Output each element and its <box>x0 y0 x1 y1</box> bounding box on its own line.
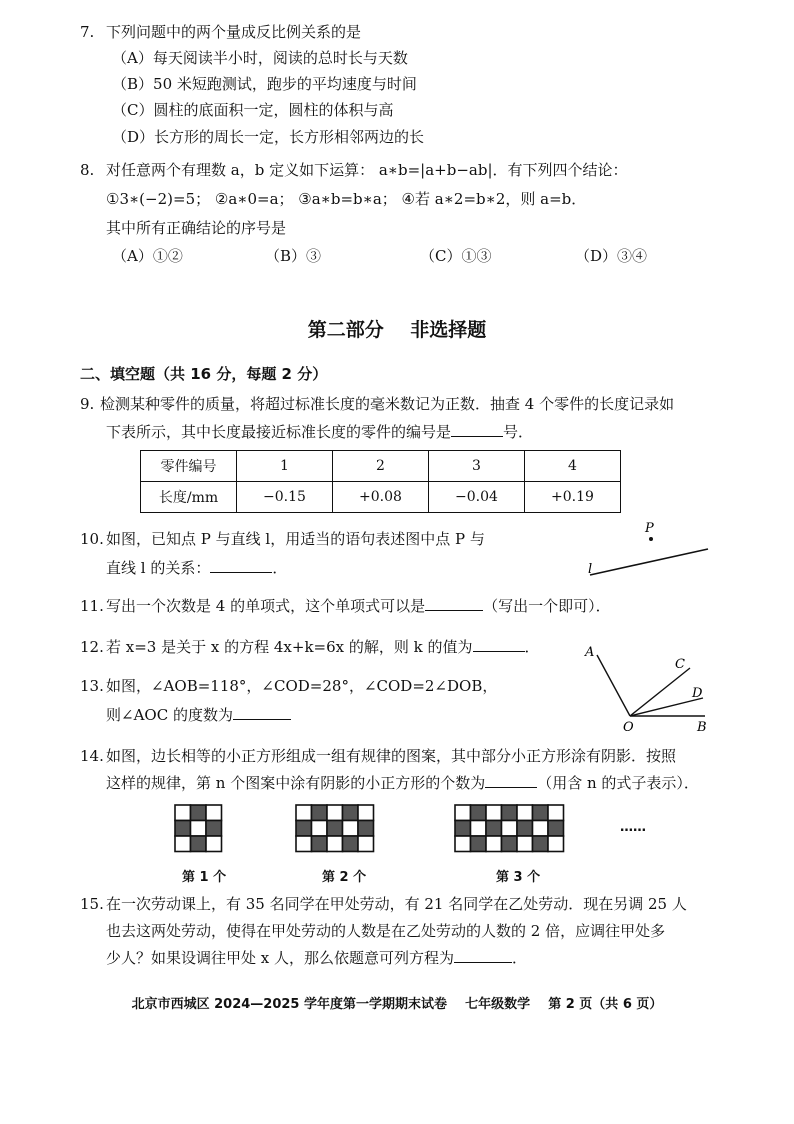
q14-line2 <box>106 773 699 793</box>
shaded-square <box>502 836 518 852</box>
pattern-caption-3: 第 3 个 <box>496 870 541 885</box>
q9-line2-text: 下表所示，其中长度最接近标准长度的零件的编号是 <box>106 423 452 441</box>
page-footer: 北京市西城区 2024—2025 学年度第一学期期末试卷 七年级数学 第 2 页（共 6 页） <box>131 997 663 1012</box>
q7-number: 7. <box>80 23 95 41</box>
q10-figure <box>580 515 720 585</box>
q8-conclusions: ①3∗(−2)=5； ②a∗0=a； ③a∗b=b∗a； ④若 a∗2=b∗2，则 a=b． <box>106 190 587 208</box>
q8-ask: 其中所有正确结论的序号是 <box>106 219 287 237</box>
shaded-square <box>343 805 359 821</box>
q12-text-end: ． <box>524 638 540 656</box>
q15-line1: 在一次劳动课上，有 35 名同学在甲处劳动，有 21 名同学在乙处劳动．现在另调 25 人 <box>106 895 687 913</box>
blank-square <box>486 836 502 852</box>
q10-line2-end: ． <box>272 559 288 577</box>
label-d: D <box>692 686 703 701</box>
q8-number: 8. <box>80 161 95 179</box>
pattern-2 <box>295 804 387 856</box>
q8-option-c: （C）①③ <box>420 247 492 265</box>
q7-stem: 下列问题中的两个量成反比例关系的是 <box>106 23 362 41</box>
q12-line <box>106 637 540 657</box>
point-p <box>649 537 653 541</box>
blank-square <box>502 821 518 837</box>
q10-answer-blank[interactable] <box>210 558 272 573</box>
blank-square <box>455 836 471 852</box>
table-row <box>141 482 621 513</box>
q15-line3-text: 少人？如果设调往甲处 x 人，那么依题意可列方程为 <box>106 949 454 967</box>
shaded-square <box>296 821 312 837</box>
shaded-square <box>358 821 374 837</box>
q9-answer-blank[interactable] <box>451 422 503 437</box>
table-cell-value: +0.19 <box>525 482 621 513</box>
pattern-caption-2: 第 2 个 <box>322 870 367 885</box>
blank-square <box>343 821 359 837</box>
q15-line2: 也去这两处劳动，使得在甲处劳动的人数是在乙处劳动的人数的 2 倍，应调往甲处多 <box>106 922 666 940</box>
q7-option-b: （B）50 米短跑测试，跑步的平均速度与时间 <box>112 75 417 93</box>
q12-number: 12. <box>80 638 104 656</box>
shaded-square <box>191 805 207 821</box>
label-b: B <box>697 720 707 735</box>
shaded-square <box>533 805 549 821</box>
q7-option-d: （D）长方形的周长一定，长方形相邻两边的长 <box>112 128 425 146</box>
q11-answer-blank[interactable] <box>425 596 483 611</box>
blank-square <box>548 805 564 821</box>
table-cell-id: 1 <box>237 451 333 482</box>
blank-square <box>455 805 471 821</box>
blank-square <box>206 805 222 821</box>
label-c: C <box>675 657 685 672</box>
q8-option-d: （D）③④ <box>575 247 648 265</box>
q8-option-b: （B）③ <box>265 247 322 265</box>
section2-title: 二、填空题（共 16 分，每题 2 分） <box>80 365 328 383</box>
shaded-square <box>312 805 328 821</box>
blank-square <box>206 836 222 852</box>
ray-oa <box>597 655 630 716</box>
shaded-square <box>471 805 487 821</box>
q15-number: 15. <box>80 895 104 913</box>
q10-line2 <box>106 558 287 578</box>
q13-answer-blank[interactable] <box>233 705 291 720</box>
shaded-square <box>471 836 487 852</box>
q10-line2-text: 直线 l 的关系： <box>106 559 211 577</box>
shaded-square <box>486 821 502 837</box>
blank-square <box>533 821 549 837</box>
pattern-caption-1: 第 1 个 <box>182 870 227 885</box>
q13-number: 13. <box>80 677 104 695</box>
q9-line2 <box>106 422 533 442</box>
table-cell-id: 2 <box>333 451 429 482</box>
label-p: P <box>645 521 654 536</box>
blank-square <box>517 836 533 852</box>
blank-square <box>548 836 564 852</box>
table-cell-value: −0.04 <box>429 482 525 513</box>
q10-number: 10. <box>80 530 104 548</box>
blank-square <box>358 836 374 852</box>
line-l <box>590 549 708 575</box>
blank-square <box>191 821 207 837</box>
q11-text: 写出一个次数是 4 的单项式，这个单项式可以是 <box>106 597 426 615</box>
q12-text: 若 x=3 是关于 x 的方程 4x+k=6x 的解，则 k 的值为 <box>106 638 473 656</box>
q9-line2-end: 号． <box>503 423 534 441</box>
part2-title: 第二部分 非选择题 <box>307 319 487 341</box>
q10-line1: 如图，已知点 P 与直线 l，用适当的语句表述图中点 P 与 <box>106 530 485 548</box>
blank-square <box>312 821 328 837</box>
table-cell-value: +0.08 <box>333 482 429 513</box>
table-cell-id: 4 <box>525 451 621 482</box>
shaded-square <box>455 821 471 837</box>
q15-answer-blank[interactable] <box>454 948 512 963</box>
pattern-3 <box>454 804 574 856</box>
q14-line1: 如图，边长相等的小正方形组成一组有规律的图案，其中部分小正方形涂有阴影．按照 <box>106 747 677 765</box>
q9-line1: 检测某种零件的质量，将超过标准长度的毫米数记为正数．抽查 4 个零件的长度记录如 <box>100 395 675 413</box>
q11-line <box>106 596 611 616</box>
q14-line2-text: 这样的规律，第 n 个图案中涂有阴影的小正方形的个数为 <box>106 774 486 792</box>
q8-stem: 对任意两个有理数 a，b 定义如下运算： a∗b=|a+b−ab|．有下列四个结论： <box>106 161 628 179</box>
shaded-square <box>533 836 549 852</box>
q13-line2 <box>106 705 291 725</box>
q8-option-a: （A）①② <box>112 247 183 265</box>
label-l: l <box>588 562 593 577</box>
blank-square <box>327 805 343 821</box>
shaded-square <box>343 836 359 852</box>
shaded-square <box>175 821 191 837</box>
blank-square <box>486 805 502 821</box>
q11-number: 11. <box>80 597 104 615</box>
pattern-1 <box>174 804 238 856</box>
q15-line3-end: ． <box>512 949 528 967</box>
q7-option-a: （A）每天阅读半小时，阅读的总时长与天数 <box>112 49 408 67</box>
q14-line2-end: （用含 n 的式子表示）． <box>537 774 699 792</box>
q14-number: 14. <box>80 747 104 765</box>
table-header-label: 零件编号 <box>141 451 237 482</box>
blank-square <box>517 805 533 821</box>
pattern-ellipsis: …… <box>620 820 646 835</box>
shaded-square <box>191 836 207 852</box>
shaded-square <box>206 821 222 837</box>
q13-line1: 如图，∠AOB=118°，∠COD=28°，∠COD=2∠DOB， <box>106 677 498 695</box>
q9-number: 9. <box>80 395 95 413</box>
q13-angle-figure <box>575 640 715 740</box>
shaded-square <box>312 836 328 852</box>
q12-answer-blank[interactable] <box>473 637 525 652</box>
shaded-square <box>327 821 343 837</box>
blank-square <box>358 805 374 821</box>
blank-square <box>471 821 487 837</box>
q13-line2-text: 则∠AOC 的度数为 <box>106 706 233 724</box>
table-row-label: 长度/mm <box>141 482 237 513</box>
q14-answer-blank[interactable] <box>485 773 537 788</box>
label-a: A <box>585 645 595 660</box>
table-cell-value: −0.15 <box>237 482 333 513</box>
blank-square <box>296 836 312 852</box>
table-cell-id: 3 <box>429 451 525 482</box>
label-o: O <box>623 720 634 735</box>
shaded-square <box>502 805 518 821</box>
q11-text-end: （写出一个即可）． <box>483 597 611 615</box>
table-row <box>141 451 621 482</box>
blank-square <box>175 836 191 852</box>
shaded-square <box>517 821 533 837</box>
blank-square <box>327 836 343 852</box>
q9-parts-table <box>140 450 621 513</box>
blank-square <box>296 805 312 821</box>
blank-square <box>175 805 191 821</box>
q7-option-c: （C）圆柱的底面积一定，圆柱的体积与高 <box>112 101 394 119</box>
q15-line3 <box>106 948 527 968</box>
shaded-square <box>548 821 564 837</box>
